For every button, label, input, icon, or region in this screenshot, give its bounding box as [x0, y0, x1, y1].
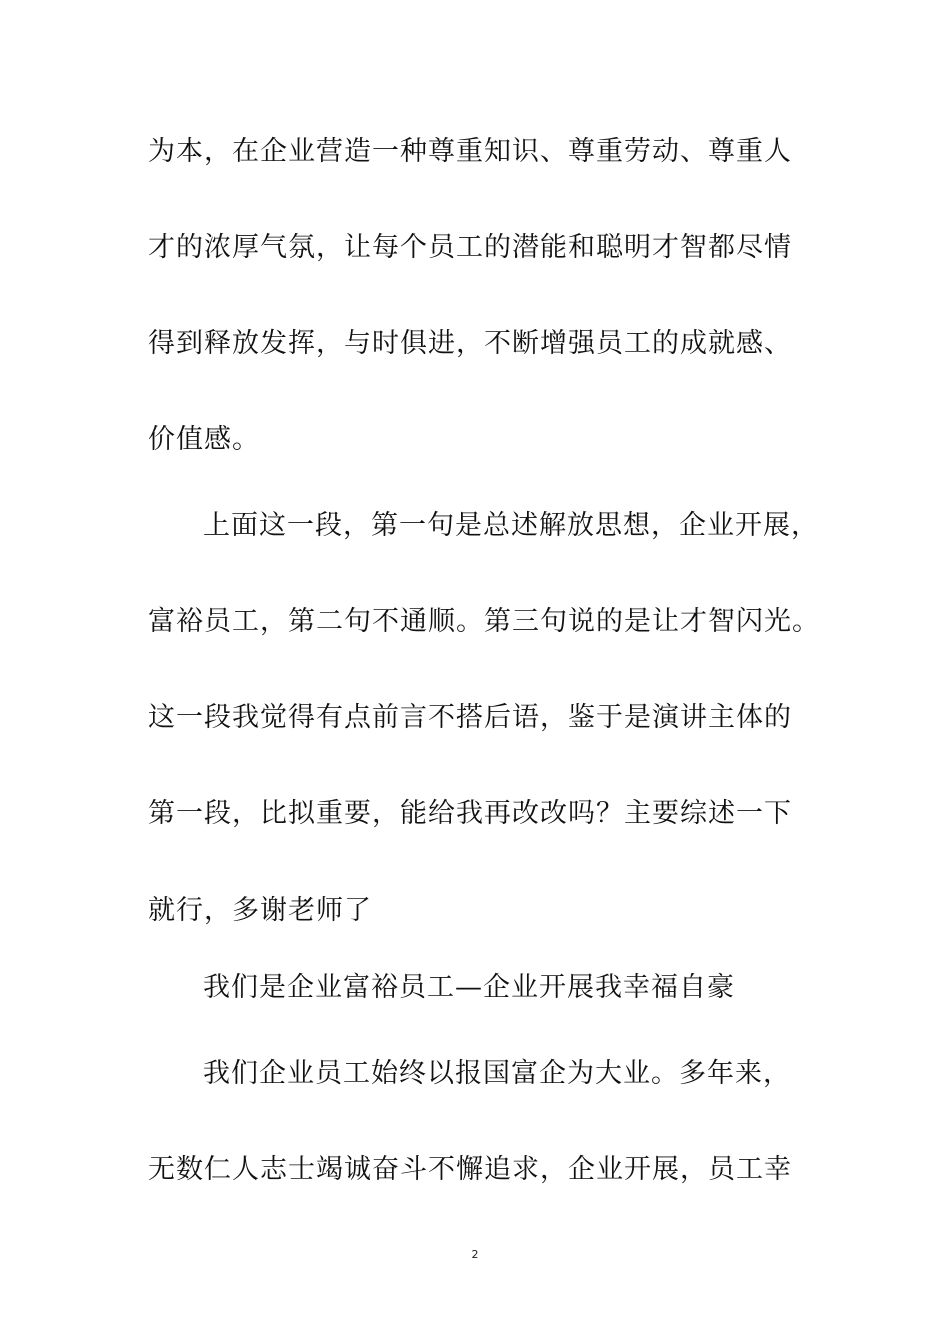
- text-line-7: 这一段我觉得有点前言不搭后语，鉴于是演讲主体的: [148, 702, 792, 733]
- text-line-1: 为本，在企业营造一种尊重知识、尊重劳动、尊重人: [148, 136, 792, 167]
- text-line-3: 得到释放发挥，与时俱进，不断增强员工的成就感、: [148, 328, 792, 359]
- text-line-11: 我们企业员工始终以报国富企为大业。多年来，: [203, 1058, 791, 1089]
- text-line-2: 才的浓厚气氛，让每个员工的潜能和聪明才智都尽情: [148, 232, 792, 263]
- text-line-6: 富裕员工，第二句不通顺。第三句说的是让才智闪光。: [148, 606, 820, 637]
- text-line-12: 无数仁人志士竭诚奋斗不懈追求，企业开展，员工幸: [148, 1154, 792, 1185]
- text-line-5: 上面这一段，第一句是总述解放思想，企业开展，: [203, 510, 819, 541]
- text-line-9: 就行，多谢老师了: [148, 895, 372, 926]
- text-line-8: 第一段，比拟重要，能给我再改改吗？主要综述一下: [148, 798, 792, 829]
- section-heading: 我们是企业富裕员工—企业开展我幸福自豪: [203, 972, 735, 1003]
- page-number: 2: [471, 1248, 479, 1261]
- text-line-4: 价值感。: [148, 424, 260, 455]
